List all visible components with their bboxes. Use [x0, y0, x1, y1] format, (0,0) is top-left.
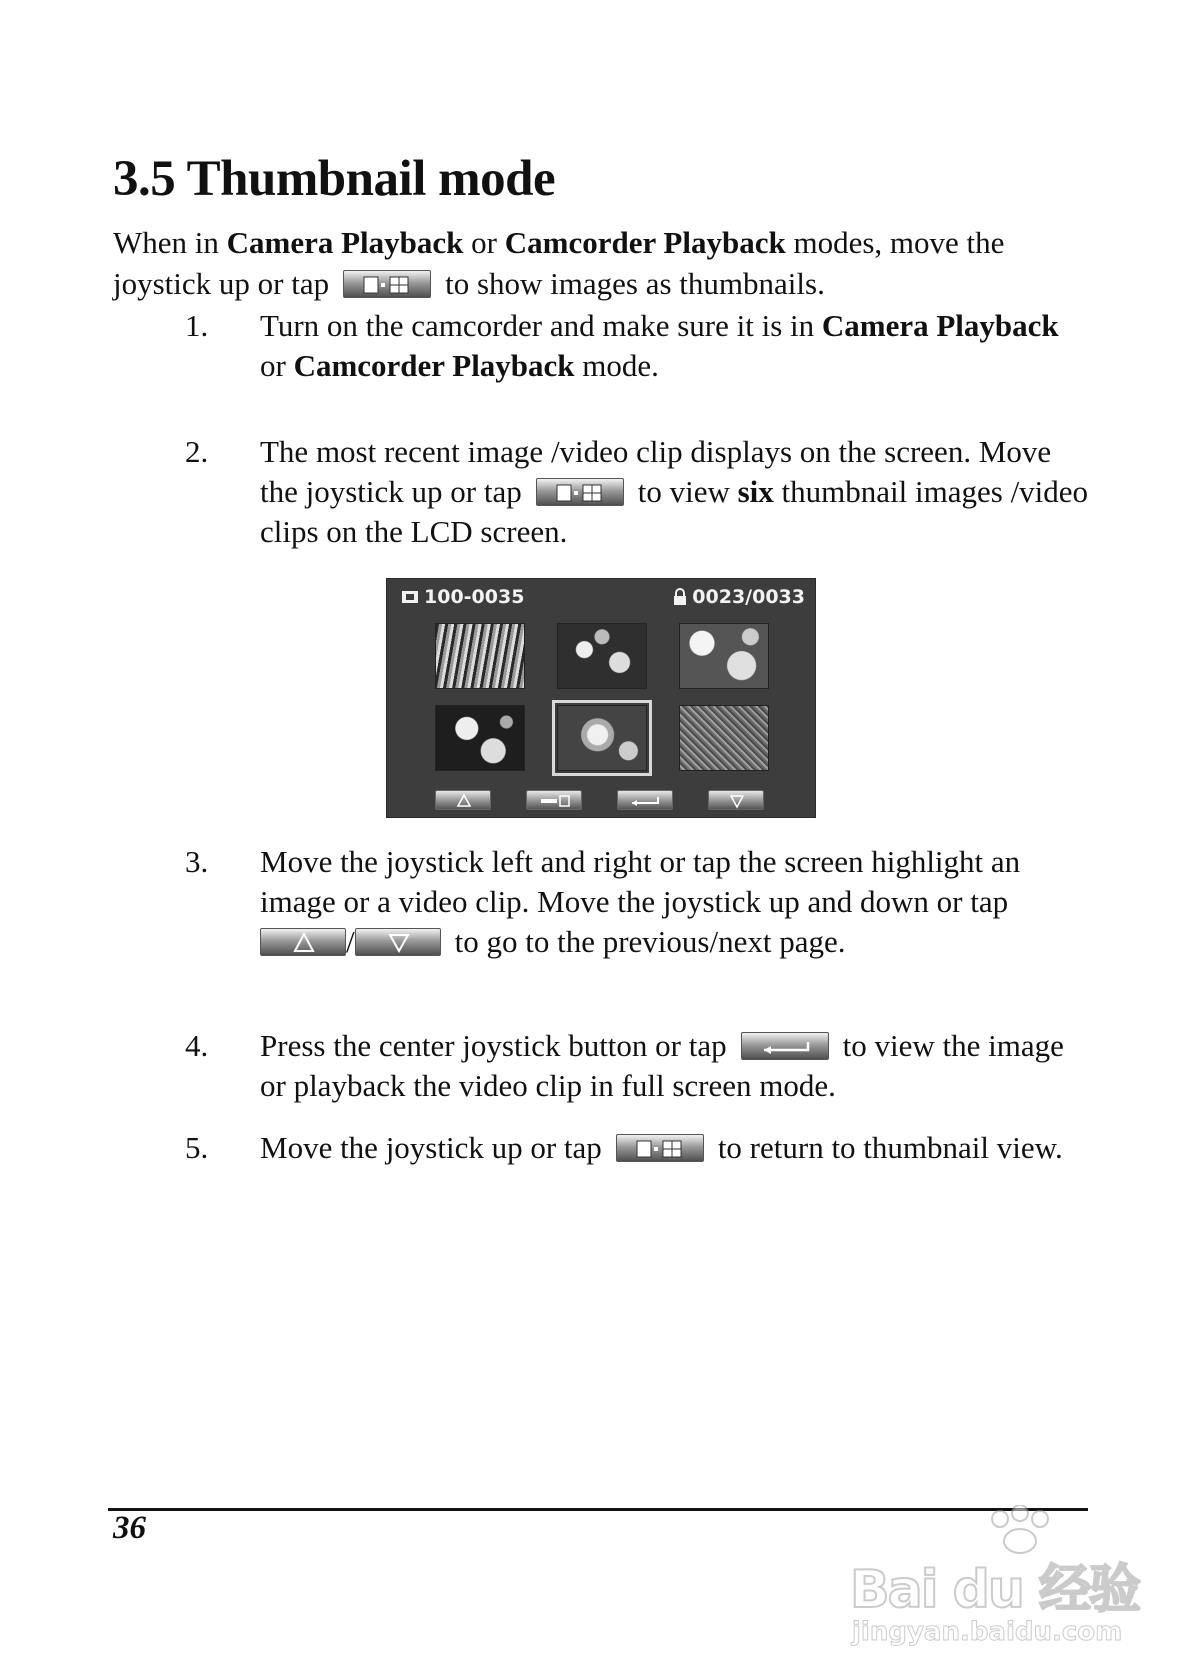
- intro-paragraph: When in Camera Playback or Camcorder Playback modes, move the joystick up or tap to show images as thumbnails.: [113, 225, 1005, 301]
- page-title: 3.5 Thumbnail mode: [113, 151, 556, 207]
- thumbnail-mode-icon[interactable]: [536, 478, 624, 506]
- lcd-thumbnail-screen: [386, 578, 816, 818]
- thumbnail-mode-icon[interactable]: [343, 270, 431, 298]
- thumbnail-3[interactable]: [679, 623, 769, 689]
- watermark-url: jingyan.baidu.com: [852, 1617, 1123, 1647]
- thumbnail-mode-icon: [527, 791, 583, 811]
- page-up-icon: [436, 791, 492, 811]
- thumbnail-4[interactable]: [435, 705, 525, 771]
- enter-icon: [618, 791, 674, 811]
- enter-icon[interactable]: [741, 1032, 829, 1060]
- lcd-enter-button[interactable]: [617, 790, 673, 810]
- thumbnail-6[interactable]: [679, 705, 769, 771]
- page-down-icon[interactable]: [355, 928, 441, 956]
- lcd-folder-label: 100-0035: [401, 586, 524, 608]
- thumbnail-5-selected[interactable]: [557, 705, 647, 771]
- watermark-logo: Bai du 经验: [850, 1560, 1139, 1620]
- baidu-watermark: [850, 1505, 1140, 1655]
- lcd-file-count: 0023/0033: [673, 586, 805, 608]
- playback-icon: [401, 588, 419, 606]
- thumbnail-2[interactable]: [557, 623, 647, 689]
- lcd-page-up-button[interactable]: [435, 790, 491, 810]
- page-down-icon: [709, 791, 765, 811]
- lcd-page-down-button[interactable]: [708, 790, 764, 810]
- page-number: 36: [113, 1510, 146, 1546]
- thumbnail-1[interactable]: [435, 623, 525, 689]
- lock-icon: [673, 588, 687, 606]
- lcd-mode-button[interactable]: [526, 790, 582, 810]
- page-up-icon[interactable]: [260, 928, 346, 956]
- thumbnail-mode-icon[interactable]: [616, 1134, 704, 1162]
